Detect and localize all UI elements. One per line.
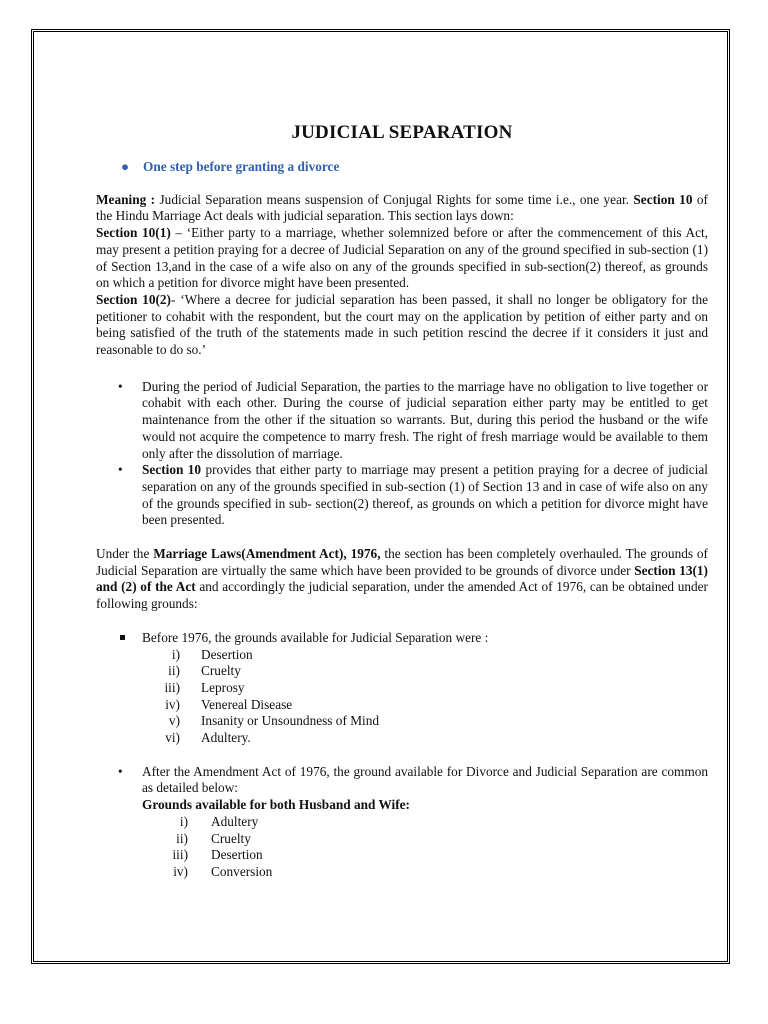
item-label: Venereal Disease	[201, 696, 293, 712]
page-border	[31, 29, 730, 964]
item-label: Desertion	[201, 646, 253, 662]
meaning-section: Section 10	[633, 191, 693, 207]
list-item	[96, 462, 708, 529]
amendment-text-3: and accordingly the judicial separation, under the amended Act of 1976, can be obtained under following grounds:	[96, 579, 708, 612]
amendment-act-name: Marriage Laws(Amendment Act), 1976,	[153, 546, 381, 562]
list-item	[96, 663, 708, 680]
after-1976-intro: After the Amendment Act of 1976, the ground available for Divorce and Judicial Separation are common as detailed below:	[142, 763, 708, 796]
item-label: Desertion	[211, 847, 263, 863]
section-10-1-label: Section 10(1)	[96, 225, 171, 241]
meaning-text-1: Judicial Separation means suspension of Conjugal Rights for some time i.e., one year.	[155, 191, 634, 207]
section-10-1-text: – ‘Either party to a marriage, whether solemnized before or after the commencement of this Act, may present a petition praying for a decree of Judicial Separation on any of the ground specified in sub-section (1) of Section 13,and in the case of a wife also on any of the grounds specified in sub-section(2) thereof, as grounds on which a petition for divorce might have been presented.	[96, 225, 708, 291]
item-number: iv)	[165, 696, 180, 712]
item-label: Conversion	[211, 863, 273, 879]
meaning-text-2: of the Hindu Marriage Act deals with judicial separation. This section lays down:	[96, 191, 708, 224]
bullet-1-text: During the period of Judicial Separation, the parties to the marriage have no obligation to live together or cohabit with each other. During the course of judicial separation either party may be entitled to get maintenance from the other if the situation so warrants. But, during this period the husband or the wife would not acquire the competence to marry fresh. The right of fresh marriage would be available to them only after the dissolution of marriage.	[142, 378, 708, 461]
item-number: vi)	[165, 730, 180, 746]
list-item	[96, 647, 708, 664]
item-number: i)	[179, 813, 188, 829]
list-item	[96, 680, 708, 697]
item-label: Adultery.	[201, 730, 251, 746]
after-1976-grounds	[96, 814, 708, 881]
section-10-1-paragraph	[96, 225, 708, 292]
subtitle-text: One step before granting a divorce	[143, 159, 340, 174]
section-10-2-text: - ‘Where a decree for judicial separation has been passed, it shall no longer be obligatory for the petitioner to cohabit with the respondent, but the court may on the application by petition of either party and on being satisfied of the truth of the statements made in such petition rescind the decree if it considers it just and reasonable to do so.’	[96, 291, 708, 358]
item-number: iv)	[173, 863, 188, 879]
item-number: ii)	[168, 663, 180, 679]
item-number: i)	[171, 646, 180, 662]
amendment-text-2: the section has been completely overhauled. The grounds of Judicial Separation are virtually the same which have been provided to be grounds of divorce under	[96, 546, 708, 578]
subtitle	[96, 159, 708, 176]
list-item	[96, 864, 708, 881]
item-label: Insanity or Unsoundness of Mind	[201, 713, 380, 729]
before-1976-list	[96, 630, 708, 647]
meaning-label: Meaning :	[96, 191, 156, 207]
document-body	[96, 122, 708, 881]
bullet-2-text: provides that either party to marriage may present a petition praying for a decree of judicial separation on any of the grounds specified in sub-section (1) of Section 13 and in case of wife also on any of the grounds specified in sub- section(2) thereof, as grounds on which a petition for divorce might have been presented.	[142, 462, 708, 528]
section-10-2-paragraph	[96, 292, 708, 359]
bullet-icon: ●	[121, 159, 130, 174]
page-title: JUDICIAL SEPARATION	[291, 122, 513, 143]
item-number: iii)	[172, 847, 188, 863]
list-item	[96, 713, 708, 730]
list-item	[96, 764, 708, 814]
list-item	[96, 831, 708, 848]
bullet-2-label: Section 10	[142, 462, 202, 478]
list-item	[96, 697, 708, 714]
amendment-text-1: Under the	[96, 546, 154, 562]
before-1976-grounds	[96, 647, 708, 747]
list-item	[96, 814, 708, 831]
item-label: Adultery	[211, 813, 259, 829]
amendment-section-ref: Section 13(1) and (2) of the Act	[96, 562, 708, 595]
item-label: Cruelty	[201, 663, 241, 679]
square-bullet-icon	[120, 635, 125, 640]
meaning-paragraph	[96, 192, 708, 225]
item-number: ii)	[176, 830, 188, 846]
item-label: Leprosy	[201, 679, 245, 695]
separation-bullets	[96, 379, 708, 529]
amendment-paragraph	[96, 546, 708, 613]
after-1976-list	[96, 764, 708, 814]
list-item	[96, 379, 708, 463]
item-number: iii)	[164, 679, 180, 695]
before-1976-intro: Before 1976, the grounds available for Judicial Separation were :	[142, 629, 489, 645]
bullet-icon: •	[118, 763, 123, 779]
item-label: Cruelty	[211, 830, 251, 846]
item-number: v)	[168, 713, 180, 729]
after-1976-heading: Grounds available for both Husband and Wife:	[142, 797, 410, 813]
bullet-icon: •	[118, 378, 123, 394]
list-item	[96, 630, 708, 647]
bullet-icon: •	[118, 462, 123, 478]
list-item	[96, 730, 708, 747]
section-10-2-label: Section 10(2)	[96, 291, 171, 307]
list-item	[96, 847, 708, 864]
